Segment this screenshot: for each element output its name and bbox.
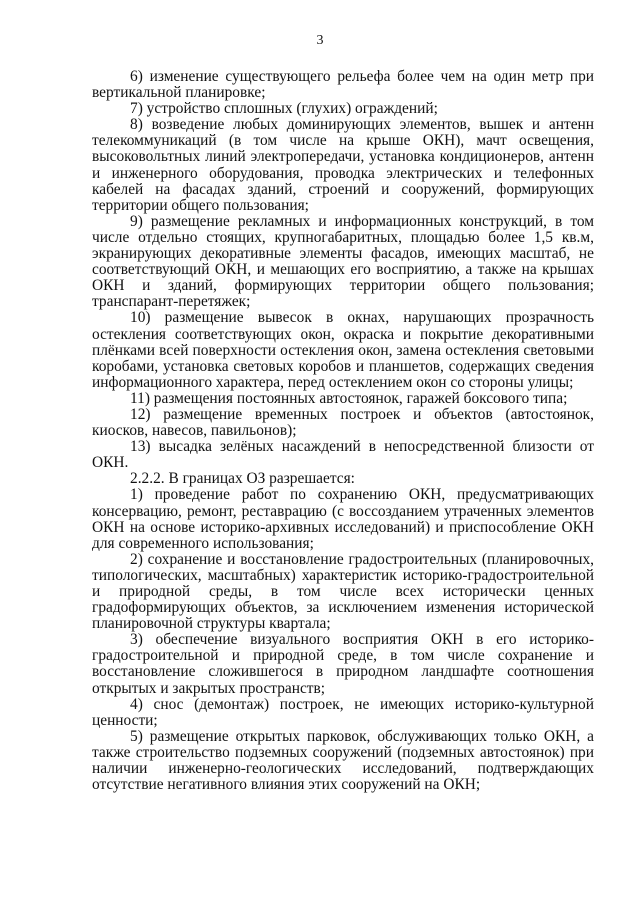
paragraph-item-13: 13) высадка зелёных насаждений в непосредственной близости от ОКН. (92, 438, 594, 472)
permitted-item-4: 4) снос (демонтаж) построек, не имеющих историко-культурной ценности; (92, 695, 594, 729)
permitted-item-5: 5) размещение открытых парковок, обслуживающих только ОКН, а также строительство подземных сооружений (подземных автостоянок) при наличии инженерно-геологических исследований, подтверждающих отсутствие негативного влияния этих сооружений на ОКН; (92, 727, 594, 794)
permitted-item-3: 3) обеспечение визуального восприятия ОКН в его историко-градостроительной и природной среде, в том числе сохранение и восстановление сложившегося в природном ландшафте соотношения открытых и закрытых пространств; (92, 631, 594, 697)
paragraph-item-6: 6) изменение существующего рельефа более чем на один метр при вертикальной планировке; (92, 68, 594, 102)
paragraph-item-9: 9) размещение рекламных и информационных конструкций, в том числе отдельно стоящих, крупногабаритных, площадью более 1,5 кв.м, экранирующих декоративные элементы фасадов, имеющих масштаб, не соответствующий ОКН, и мешающих его восприятию, а также на крышах ОКН и зданий, формирующих территории общего пользования; транспарант-перетяжек; (92, 212, 594, 311)
section-heading-2-2-2: 2.2.2. В границах ОЗ разрешается: (130, 470, 355, 488)
paragraph-item-11: 11) размещения постоянных автостоянок, гаражей боксового типа; (130, 389, 568, 407)
paragraph-item-12: 12) размещение временных построек и объектов (автостоянок, киосков, навесов, павильонов); (92, 405, 594, 440)
document-body (92, 69, 594, 793)
page-number: 3 (316, 33, 324, 48)
permitted-item-2: 2) сохранение и восстановление градостроительных (планировочных, типологических, масштабных) характеристик историко-градостроительной и природной среды, в том числе всех исторически ценных градоформирующих объектов, за исключением изменения исторической планировочной структуры квартала; (92, 550, 594, 633)
paragraph-item-10: 10) размещение вывесок в окнах, нарушающих прозрачность остекления соответствующих окон, окраска и покрытие декоративными плёнками всей поверхности остекления окон, замена остекления световыми коробами, установка световых коробов и планшетов, содержащих сведения информационного характера, перед остеклением окон со стороны улицы; (92, 309, 594, 391)
paragraph-item-8: 8) возведение любых доминирующих элементов, вышек и антенн телекоммуникаций (в том числе на крыше ОКН), мачт освещения, высоковольтных линий электропередачи, установка кондиционеров, антенн и инженерного оборудования, проводка электрических и телефонных кабелей на фасадах зданий, строений и сооружений, формирующих территории общего пользования; (92, 116, 594, 214)
permitted-item-1: 1) проведение работ по сохранению ОКН, предусматривающих консервацию, ремонт, реставрацию (с воссозданием утраченных элементов ОКН на основе историко-архивных исследований) и приспособление ОКН для современного использования; (92, 486, 594, 552)
paragraph-item-7: 7) устройство сплошных (глухих) ограждений; (130, 100, 438, 118)
